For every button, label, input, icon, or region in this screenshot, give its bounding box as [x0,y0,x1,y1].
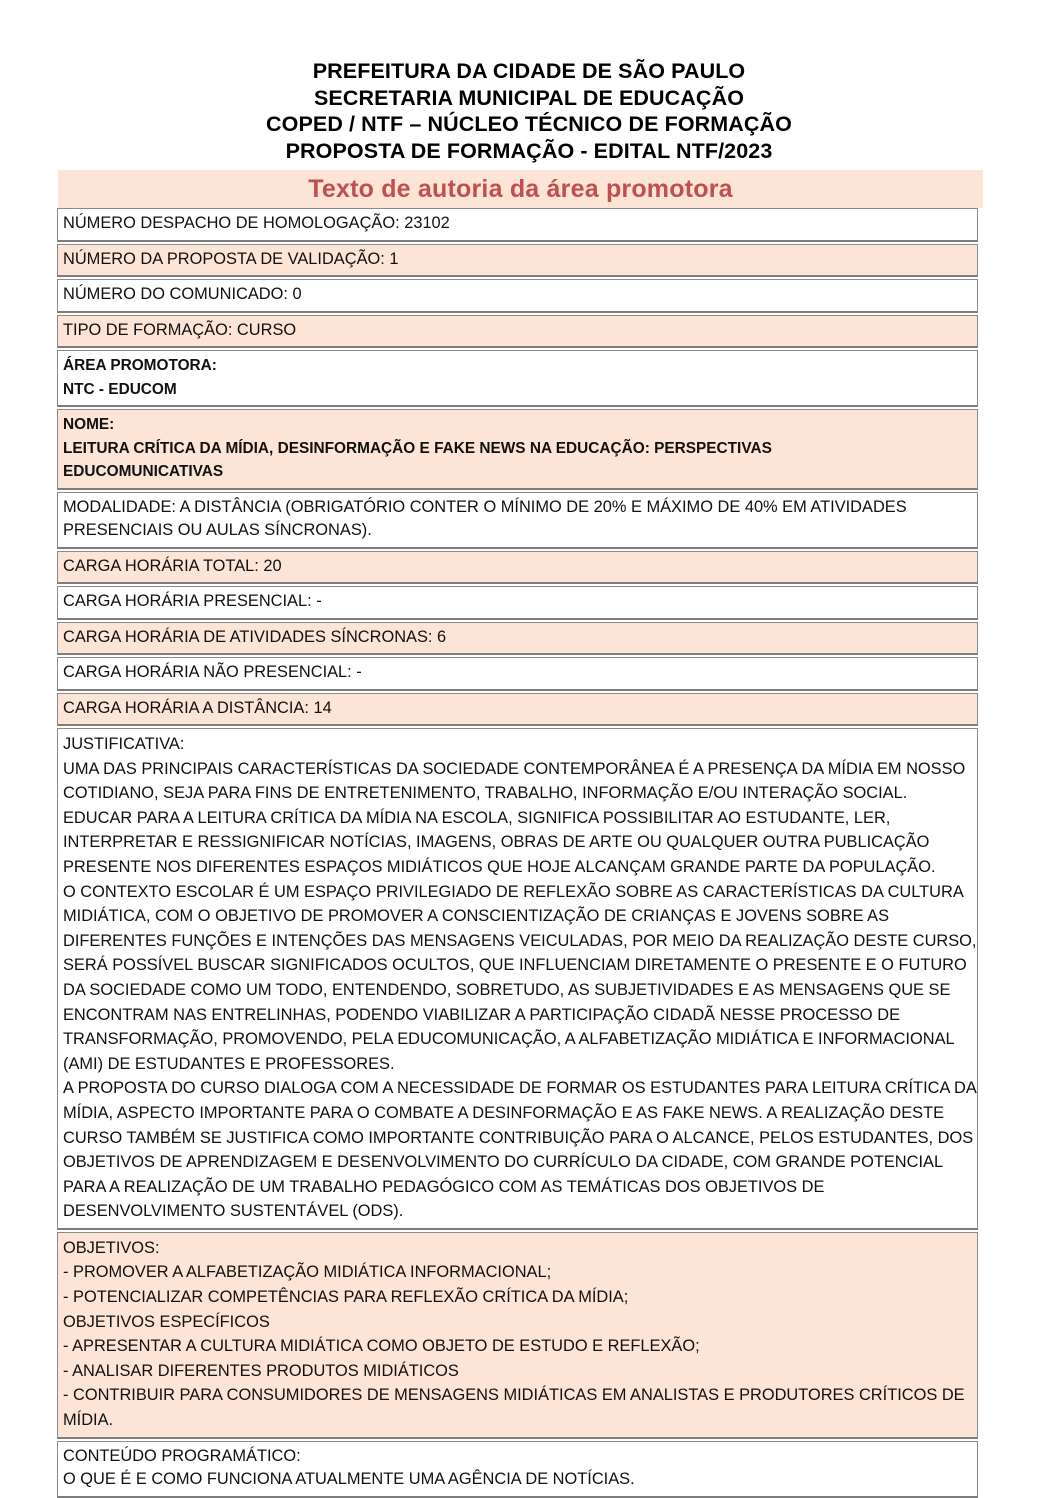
form-row-conteudo-programatico [57,1441,978,1498]
form-row-justificativa [57,728,978,1230]
header-line-secretaria: SECRETARIA MUNICIPAL DE EDUCAÇÃO [313,85,745,110]
form-row-nome-da-formacao-line: LEITURA CRÍTICA DA MÍDIA, DESINFORMAÇÃO E FAKE NEWS NA EDUCAÇÃO: PERSPECTIVAS [63,439,772,457]
form-row-justificativa-line: A PROPOSTA DO CURSO DIALOGA COM A NECESSIDADE DE FORMAR OS ESTUDANTES PARA LEITURA CRÍTICA DA [63,1079,977,1098]
form-row-justificativa-line: OBJETIVOS DE APRENDIZAGEM E DESENVOLVIMENTO DO CURRÍCULO DA CIDADE, COM GRANDE POTENCIAL [63,1153,944,1172]
form-row-carga-horaria-presencial-line: CARGA HORÁRIA PRESENCIAL: - [63,592,322,610]
form-row-carga-horaria-a-distancia [57,693,978,727]
form-row-numero-proposta-validacao [57,244,978,278]
form-row-justificativa-line: PRESENTE NOS DIFERENTES ESPAÇOS MIDIÁTICOS QUE HOJE ALCANÇAM GRANDE PARTE DA POPULAÇÃO. [63,857,936,876]
form-row-objetivos-line: - POTENCIALIZAR COMPETÊNCIAS PARA REFLEXÃO CRÍTICA DA MÍDIA; [63,1288,629,1307]
form-row-tipo-de-formacao [57,315,978,349]
form-row-justificativa-line: MÍDIA, ASPECTO IMPORTANTE PARA O COMBATE A DESINFORMAÇÃO E AS FAKE NEWS. A REALIZAÇÃO DESTE [63,1103,945,1122]
form-row-carga-horaria-nao-presencial-line: CARGA HORÁRIA NÃO PRESENCIAL: - [63,663,362,681]
form-row-justificativa-line: MIDIÁTICA, COM O OBJETIVO DE PROMOVER A CONSCIENTIZAÇÃO DE CRIANÇAS E JOVENS SOBRE AS [63,907,890,926]
section-title-banner [58,170,983,208]
document-header [0,0,1058,164]
form-row-justificativa-line: PARA A REALIZAÇÃO DE UM TRABALHO PEDAGÓGICO COM AS TEMÁTICAS DOS OBJETIVOS DE [63,1177,825,1196]
form-row-justificativa-line: TRANSFORMAÇÃO, PROMOVENDO, PELA EDUCOMUNICAÇÃO, A ALFABETIZAÇÃO MIDIÁTICA E INFORMACIONAL [63,1030,955,1049]
form-row-justificativa-line: ENCONTRAM NAS ENTRELINHAS, PODENDO VIABILIZAR A PARTICIPAÇÃO CIDADÃ NESSE PROCESSO DE [63,1005,901,1024]
form-row-justificativa-line: DIFERENTES FUNÇÕES E INTENÇÕES DAS MENSAGENS VEICULADAS, POR MEIO DA REALIZAÇÃO DESTE CURSO, [63,931,977,950]
form-row-justificativa-line: DA SOCIEDADE COMO UM TODO, ENTENDENDO, SOBRETUDO, AS SUBJETIVIDADES E AS MENSAGENS QUE SE [63,980,951,999]
form-row-modalidade [57,492,978,549]
form-row-conteudo-programatico-line: CONTEÚDO PROGRAMÁTICO: [63,1446,301,1465]
form-row-justificativa-line: SERÁ POSSÍVEL BUSCAR SIGNIFICADOS OCULTOS, QUE INFLUENCIAM DIRETAMENTE O PRESENTE E O FUTURO [63,956,967,975]
form-row-carga-horaria-presencial [57,586,978,620]
form-row-justificativa-line: DESENVOLVIMENTO SUSTENTÁVEL (ODS). [63,1202,404,1221]
header-line-proposta-edital: PROPOSTA DE FORMAÇÃO - EDITAL NTF/2023 [285,138,773,163]
form-row-nome-da-formacao-line: EDUCOMUNICATIVAS [63,463,224,480]
form-row-objetivos-line: OBJETIVOS ESPECÍFICOS [63,1312,270,1331]
form-row-modalidade-line: PRESENCIAIS OU AULAS SÍNCRONAS). [63,521,372,539]
proposal-form-table [57,208,978,1498]
form-row-objetivos-line: - PROMOVER A ALFABETIZAÇÃO MIDIÁTICA INFORMACIONAL; [63,1263,552,1282]
form-row-nome-da-formacao-line: NOME: [63,416,115,433]
header-line-coped-ntf: COPED / NTF – NÚCLEO TÉCNICO DE FORMAÇÃO [266,112,792,136]
form-row-tipo-de-formacao-line: TIPO DE FORMAÇÃO: CURSO [63,320,297,339]
form-row-justificativa-line: INTERPRETAR E RESSIGNIFICAR NOTÍCIAS, IMAGENS, OBRAS DE ARTE OU QUALQUER OUTRA PUBLICAÇÃO [63,833,930,852]
form-row-numero-despacho-homologacao-line: NÚMERO DESPACHO DE HOMOLOGAÇÃO: 23102 [63,214,450,232]
form-row-justificativa-line: EDUCAR PARA A LEITURA CRÍTICA DA MÍDIA NA ESCOLA, SIGNIFICA POSSIBILITAR AO ESTUDANTE, LER, [63,808,891,827]
form-row-justificativa-line: UMA DAS PRINCIPAIS CARACTERÍSTICAS DA SOCIEDADE CONTEMPORÂNEA É A PRESENÇA DA MÍDIA EM NOSSO [63,759,966,778]
form-row-justificativa-line: COTIDIANO, SEJA PARA FINS DE ENTRETENIMENTO, TRABALHO, INFORMAÇÃO E/OU INTERAÇÃO SOCIAL. [63,784,908,803]
form-row-justificativa-line: (AMI) DE ESTUDANTES E PROFESSORES. [63,1054,395,1073]
form-row-carga-horaria-atividades-sincronas [57,622,978,656]
form-row-carga-horaria-nao-presencial [57,657,978,691]
form-row-justificativa-line: CURSO TAMBÉM SE JUSTIFICA COMO IMPORTANTE CONTRIBUIÇÃO PARA O ALCANCE, PELOS ESTUDANTES, DOS [63,1128,974,1147]
form-row-objetivos-line: - CONTRIBUIR PARA CONSUMIDORES DE MENSAGENS MIDIÁTICAS EM ANALISTAS E PRODUTORES CRÍTICOS DE [63,1386,965,1405]
form-row-justificativa-line: JUSTIFICATIVA: [63,735,185,753]
form-row-carga-horaria-atividades-sincronas-line: CARGA HORÁRIA DE ATIVIDADES SÍNCRONAS: 6 [63,627,447,646]
form-row-objetivos [57,1232,978,1439]
form-row-numero-proposta-validacao-line: NÚMERO DA PROPOSTA DE VALIDAÇÃO: 1 [63,249,399,268]
form-row-area-promotora-line: ÁREA PROMOTORA: [63,357,217,374]
form-row-objetivos-line: - ANALISAR DIFERENTES PRODUTOS MIDIÁTICOS [63,1361,459,1380]
header-line-prefeitura: PREFEITURA DA CIDADE DE SÃO PAULO [312,59,746,83]
form-row-area-promotora [57,350,978,407]
form-row-objetivos-line: - APRESENTAR A CULTURA MIDIÁTICA COMO OBJETO DE ESTUDO E REFLEXÃO; [63,1337,700,1356]
form-row-numero-despacho-homologacao [57,208,978,242]
form-row-justificativa-line: O CONTEXTO ESCOLAR É UM ESPAÇO PRIVILEGIADO DE REFLEXÃO SOBRE AS CARACTERÍSTICAS DA CULTURA [63,882,964,901]
form-row-nome-da-formacao [57,409,978,490]
form-row-modalidade-line: MODALIDADE: A DISTÂNCIA (OBRIGATÓRIO CONTER O MÍNIMO DE 20% E MÁXIMO DE 40% EM ATIVIDADES [63,497,907,516]
form-row-objetivos-line: MÍDIA. [63,1411,114,1430]
form-row-conteudo-programatico-line: O QUE É E COMO FUNCIONA ATUALMENTE UMA AGÊNCIA DE NOTÍCIAS. [63,1470,635,1489]
form-row-carga-horaria-a-distancia-line: CARGA HORÁRIA A DISTÂNCIA: 14 [63,698,332,717]
form-row-numero-comunicado-line: NÚMERO DO COMUNICADO: 0 [63,285,302,303]
section-title-text: Texto de autoria da área promotora [308,175,733,203]
form-row-area-promotora-line: NTC - EDUCOM [63,380,177,398]
form-row-objetivos-line: OBJETIVOS: [63,1238,160,1257]
form-row-numero-comunicado [57,279,978,313]
form-row-carga-horaria-total [57,551,978,585]
form-row-carga-horaria-total-line: CARGA HORÁRIA TOTAL: 20 [63,556,282,575]
